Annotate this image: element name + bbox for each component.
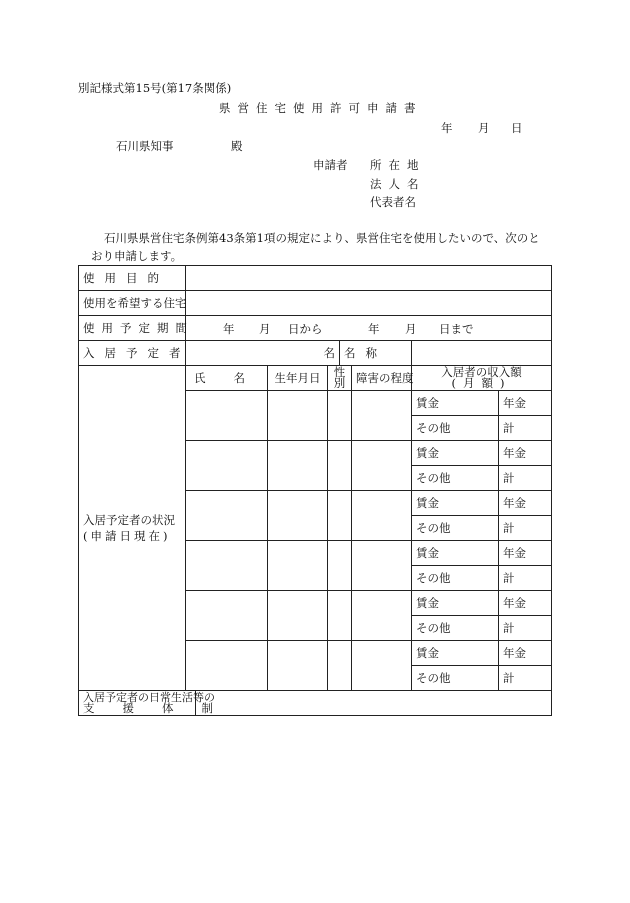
date-day: 日	[511, 121, 523, 135]
body-text-line-2: おり申請します。	[91, 249, 183, 263]
entry-disability-field[interactable]	[352, 541, 412, 591]
entry-name-field[interactable]	[186, 491, 268, 541]
entry-dob-field[interactable]	[268, 541, 328, 591]
period-year: 年	[223, 322, 235, 336]
income-pension-label: 年金	[499, 441, 552, 466]
body-text-line-1: 石川県県営住宅条例第43条第1項の規定により、県営住宅を使用したいので、次のと	[104, 231, 540, 245]
period-label: 使用予定期間	[79, 316, 186, 341]
entry-dob-field[interactable]	[268, 591, 328, 641]
status-label-date: (申請日現在)	[83, 529, 171, 543]
col-dob: 生年月日	[268, 366, 328, 391]
occupant-count-field[interactable]	[186, 341, 340, 366]
entry-sex-field[interactable]	[328, 541, 352, 591]
status-label: 入居予定者の状況	[83, 513, 175, 527]
income-other-label: その他	[412, 466, 499, 491]
purpose-row	[79, 266, 552, 291]
support-row	[79, 691, 552, 716]
period-until: 日まで	[439, 322, 474, 336]
entry-name-field[interactable]	[186, 391, 268, 441]
occupant-count-unit: 名	[323, 346, 335, 360]
period-row	[79, 316, 552, 341]
income-total-label: 計	[499, 416, 552, 441]
entry-disability-field[interactable]	[352, 491, 412, 541]
entry-sex-field[interactable]	[328, 441, 352, 491]
income-other-label: その他	[412, 566, 499, 591]
desired-housing-row	[79, 291, 552, 316]
support-field[interactable]	[196, 691, 552, 716]
application-form-table	[78, 265, 552, 716]
entry-disability-field[interactable]	[352, 591, 412, 641]
occupant-label: 入居予定者	[79, 341, 186, 366]
applicant-corp-name-label: 法人名	[370, 177, 426, 191]
entry-disability-field[interactable]	[352, 441, 412, 491]
income-pension-label: 年金	[499, 491, 552, 516]
entry-name-field[interactable]	[186, 591, 268, 641]
income-pension-label: 年金	[499, 391, 552, 416]
income-total-label: 計	[499, 516, 552, 541]
document-title: 県営住宅使用許可申請書	[219, 101, 423, 115]
support-label-cell	[79, 691, 241, 716]
col-income	[412, 366, 552, 391]
income-wage-label: 賃金	[412, 591, 499, 616]
entry-sex-field[interactable]	[328, 391, 352, 441]
entry-dob-field[interactable]	[268, 441, 328, 491]
entry-dob-field[interactable]	[268, 491, 328, 541]
income-wage-label: 賃金	[412, 541, 499, 566]
addressee: 石川県知事	[116, 139, 174, 153]
honorific: 殿	[231, 139, 243, 153]
income-other-label: その他	[412, 416, 499, 441]
income-other-label: その他	[412, 616, 499, 641]
desired-housing-field[interactable]	[186, 291, 552, 316]
income-pension-label: 年金	[499, 591, 552, 616]
status-label-cell	[79, 366, 186, 691]
entry-dob-field[interactable]	[268, 391, 328, 441]
applicant-address-label: 所在地	[370, 158, 426, 172]
income-other-label: その他	[412, 516, 499, 541]
entry-dob-field[interactable]	[268, 641, 328, 691]
occupant-name-field[interactable]	[412, 341, 552, 366]
applicant-label: 申請者	[313, 158, 348, 172]
purpose-field[interactable]	[186, 266, 552, 291]
income-total-label: 計	[499, 616, 552, 641]
income-wage-label: 賃金	[412, 441, 499, 466]
period-field[interactable]	[186, 316, 552, 341]
entry-sex-field[interactable]	[328, 491, 352, 541]
entry-sex-field[interactable]	[328, 591, 352, 641]
support-label: 入居予定者の日常生活等の	[83, 691, 215, 704]
purpose-label: 使用目的	[79, 266, 186, 291]
period-month-2: 月	[405, 322, 417, 336]
income-other-label: その他	[412, 666, 499, 691]
occupant-name-label: 名称	[340, 341, 412, 366]
desired-housing-label: 使用を希望する住宅	[79, 291, 186, 316]
entry-disability-field[interactable]	[352, 391, 412, 441]
support-label-system: 支援体制	[83, 701, 241, 715]
income-wage-label: 賃金	[412, 391, 499, 416]
entry-name-field[interactable]	[186, 441, 268, 491]
income-wage-label: 賃金	[412, 641, 499, 666]
entry-name-field[interactable]	[186, 641, 268, 691]
date-year: 年	[441, 121, 453, 135]
entry-sex-field[interactable]	[328, 641, 352, 691]
income-total-label: 計	[499, 666, 552, 691]
col-sex: 性別	[328, 366, 352, 391]
income-total-label: 計	[499, 466, 552, 491]
income-wage-label: 賃金	[412, 491, 499, 516]
applicant-representative-label: 代表者名	[370, 195, 416, 209]
occupant-row	[79, 341, 552, 366]
entry-name-field[interactable]	[186, 541, 268, 591]
col-name: 氏名	[186, 366, 268, 391]
income-total-label: 計	[499, 566, 552, 591]
period-month: 月	[259, 322, 271, 336]
form-reference: 別記様式第15号(第17条関係)	[78, 81, 232, 95]
income-pension-label: 年金	[499, 641, 552, 666]
col-disability: 障害の程度	[352, 366, 412, 391]
period-from: 日から	[288, 322, 323, 336]
period-year-2: 年	[368, 322, 380, 336]
entry-disability-field[interactable]	[352, 641, 412, 691]
col-income-monthly: (月額)	[451, 376, 512, 390]
status-header-row	[79, 366, 552, 391]
income-pension-label: 年金	[499, 541, 552, 566]
col-income-title: 入居者の収入額	[441, 365, 522, 379]
date-month: 月	[478, 121, 490, 135]
